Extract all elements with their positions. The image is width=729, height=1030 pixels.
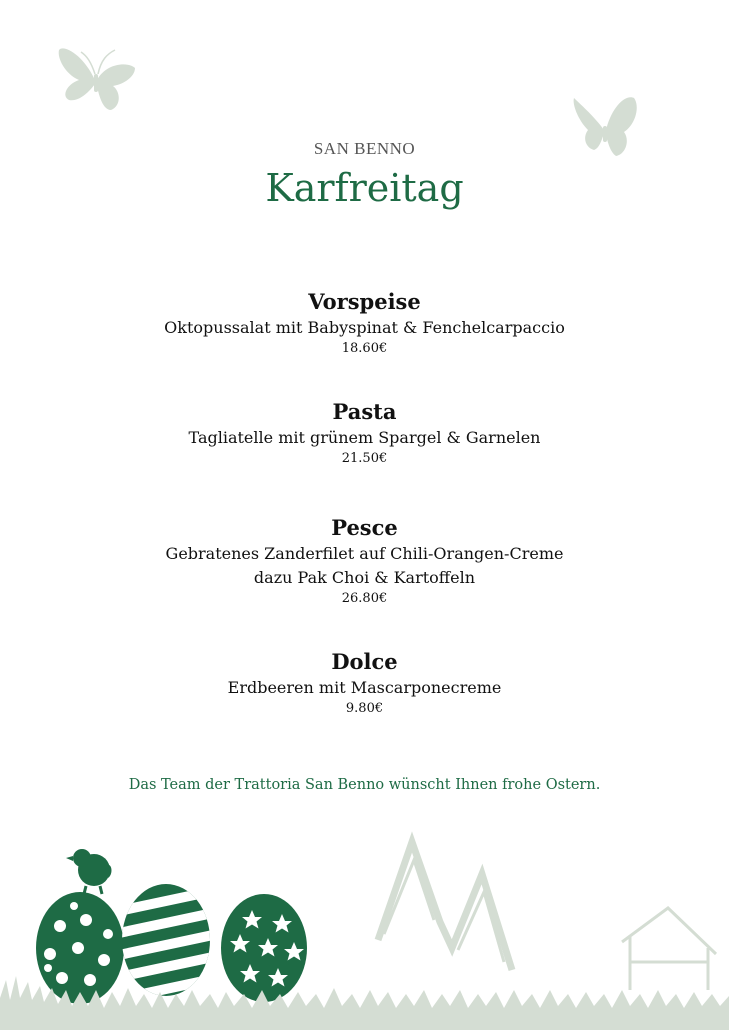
easter-greeting: Das Team der Trattoria San Benno wünscht Ihnen frohe Ostern. xyxy=(128,777,601,793)
striped-egg-icon xyxy=(110,883,229,1006)
butterfly-left-icon xyxy=(55,44,137,118)
dish-description: Erdbeeren mit Mascarponecreme xyxy=(227,678,502,697)
course-pasta xyxy=(0,398,729,468)
course-dolce xyxy=(0,648,729,718)
course-heading: Pasta xyxy=(332,399,397,424)
restaurant-name: SAN BENNO xyxy=(313,139,416,158)
dish-price: 26.80€ xyxy=(341,591,388,606)
course-pesce xyxy=(0,514,729,608)
course-heading: Vorspeise xyxy=(308,289,421,314)
dish-description: Oktopussalat mit Babyspinat & Fenchelcarpaccio xyxy=(164,318,565,337)
course-heading: Pesce xyxy=(331,515,398,540)
house-icon xyxy=(622,908,716,990)
dish-price: 18.60€ xyxy=(341,341,388,356)
dish-description-2: dazu Pak Choi & Kartoffeln xyxy=(253,568,476,587)
course-vorspeise xyxy=(0,288,729,358)
dish-description: Gebratenes Zanderfilet auf Chili-Orangen-Creme xyxy=(165,544,564,563)
easter-footer-art xyxy=(0,830,729,1030)
chick-icon xyxy=(66,849,111,894)
menu-title: Karfreitag xyxy=(265,166,464,210)
course-heading: Dolce xyxy=(331,649,398,674)
dish-description: Tagliatelle mit grünem Spargel & Garnelen xyxy=(188,428,541,447)
star-egg-icon xyxy=(221,894,307,1002)
polka-dot-egg-icon xyxy=(36,892,124,1004)
dish-price: 9.80€ xyxy=(345,701,384,716)
dish-price: 21.50€ xyxy=(341,451,388,466)
mountains-icon xyxy=(378,842,512,970)
